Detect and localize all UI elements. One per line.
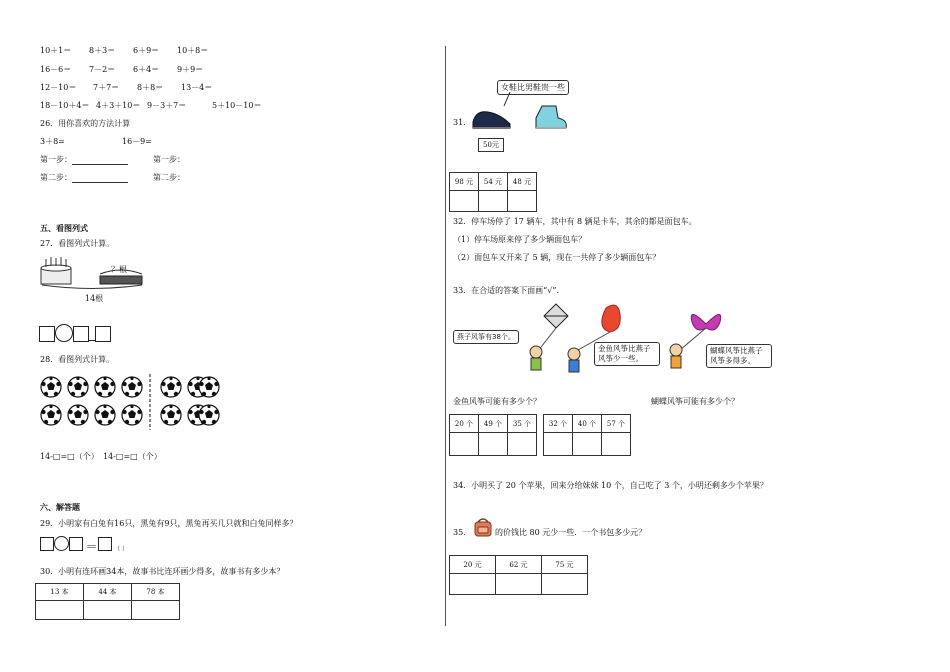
calc-item: 10＋8＝ (177, 46, 209, 55)
q35-text: 的价钱比 80 元少一些．一个书包多少元？ (495, 528, 647, 537)
q33-options-table-2 (543, 414, 631, 456)
step-label: 第二步： (40, 173, 72, 182)
option-cell: 98 元 (450, 173, 479, 191)
check-cell[interactable] (479, 433, 508, 456)
column-divider (445, 46, 446, 626)
q31-bubble: 女鞋比男鞋贵一些 (497, 80, 569, 95)
q26-step2-right: 第二步： (153, 173, 185, 182)
kites-picture (520, 300, 740, 382)
q35-options-table (449, 555, 588, 595)
q32-sub1: （1）停车场原来停了多少辆面包车？ (453, 235, 587, 244)
q27-answer-boxes[interactable] (39, 324, 111, 344)
answer-blank[interactable] (72, 174, 128, 183)
check-cell[interactable] (450, 574, 496, 595)
q29-answer-boxes[interactable] (40, 536, 128, 555)
q27-title: 27．看图列式计算。 (40, 239, 115, 248)
option-cell: 20 元 (450, 556, 496, 574)
calc-item: 13－4＝ (181, 83, 213, 92)
soccer-balls (40, 374, 220, 430)
q33-title: 33．在合适的答案下面画“√”． (453, 286, 565, 295)
option-cell: 35 个 (508, 415, 537, 433)
step-label: 第一步： (40, 155, 72, 164)
answer-box[interactable] (98, 537, 112, 551)
option-cell: 62 元 (496, 556, 542, 574)
calc-item: 12－10＝ (40, 83, 77, 92)
q29-title: 29．小明家有白兔有16只，黑兔有9只，黑兔再买几只就和白兔同样多？ (40, 519, 298, 528)
option-cell: 78 本 (132, 584, 180, 601)
answer-box[interactable] (95, 326, 111, 342)
q28-expr-2: 14-□=□（个） (103, 452, 162, 461)
check-cell[interactable] (508, 433, 537, 456)
q34-title: 34．小明买了 20 个苹果，回来分给妹妹 10 个，自己吃了 3 个，小明还剩多少个苹果？ (453, 481, 768, 490)
q33-bubble-3: 蝴蝶风筝比燕子风筝多得多。 (706, 344, 772, 368)
check-cell[interactable] (132, 601, 180, 620)
soccer-ball-icons (40, 374, 220, 430)
calc-item: 8＋3＝ (89, 46, 116, 55)
option-cell: 49 个 (479, 415, 508, 433)
q26-step2-left (40, 173, 128, 183)
calc-item: 7－2＝ (89, 65, 116, 74)
check-cell[interactable] (479, 191, 508, 212)
answer-box[interactable] (73, 326, 89, 342)
check-cell[interactable] (450, 433, 479, 456)
q26-expr-1: 3＋8= (40, 137, 65, 146)
q32-sub2: （2）面包车又开来了 5 辆，现在一共停了多少辆面包车？ (453, 253, 661, 262)
q30-options-table (35, 583, 180, 620)
check-cell[interactable] (450, 191, 479, 212)
calc-item: 6＋9＝ (133, 46, 160, 55)
q33-ask-2: 蝴蝶风筝可能有多少个？ (651, 397, 739, 406)
calc-item: 9＋9＝ (177, 65, 204, 74)
option-cell: 48 元 (508, 173, 537, 191)
q33-options-table-1 (449, 414, 537, 456)
q33-bubble-1: 燕子风筝有38个。 (453, 330, 519, 344)
calc-item: 7＋7＝ (93, 83, 120, 92)
q27-question-mark: ？根 (111, 265, 127, 274)
answer-blank[interactable] (72, 156, 128, 165)
q26-expr-2: 16－9= (122, 137, 152, 146)
calc-item: 16－6＝ (40, 65, 72, 74)
option-cell: 54 元 (479, 173, 508, 191)
check-cell[interactable] (573, 433, 602, 456)
check-cell[interactable] (542, 574, 588, 595)
option-cell: 57 个 (602, 415, 631, 433)
q28-expr-1: 14-□=□（个） (40, 452, 99, 461)
q26-step1-left (40, 155, 128, 165)
calc-item: 18－10＋4＝ (40, 101, 90, 110)
backpack-icon (472, 516, 494, 538)
q29-paren: （ ） (114, 546, 129, 553)
option-cell: 20 个 (450, 415, 479, 433)
option-cell: 75 元 (542, 556, 588, 574)
calc-item: 9－3＋7＝ (147, 101, 187, 110)
option-cell: 44 本 (84, 584, 132, 601)
answer-box[interactable] (40, 537, 54, 551)
q33-bubble-2: 金鱼风筝比燕子风筝少一些。 (594, 342, 660, 366)
q27-total: 14根 (85, 294, 104, 303)
q35-number: 35． (453, 528, 472, 537)
shoes-picture (470, 92, 580, 140)
check-cell[interactable] (602, 433, 631, 456)
calc-item: 4＋3＋10＝ (96, 101, 141, 110)
calc-item: 5＋10－10＝ (212, 101, 262, 110)
check-cell[interactable] (544, 433, 573, 456)
q31-number: 31. (453, 118, 466, 127)
check-cell[interactable] (36, 601, 84, 620)
section5-title: 五、看图列式 (40, 224, 88, 233)
q28-title: 28．看图列式计算。 (40, 355, 115, 364)
check-cell[interactable] (84, 601, 132, 620)
option-cell: 40 个 (573, 415, 602, 433)
q26-title: 26．用你喜欢的方法计算 (40, 119, 131, 128)
equals-sign: ＝ (85, 540, 98, 554)
operator-circle[interactable] (54, 536, 69, 551)
answer-box[interactable] (39, 326, 55, 342)
calc-item: 10＋1＝ (40, 46, 72, 55)
section6-title: 六、解答题 (40, 503, 80, 512)
q30-title: 30．小明有连环画34本，故事书比连环画少得多，故事书有多少本？ (40, 567, 285, 576)
q32-title: 32．停车场停了 17 辆车，其中有 8 辆是卡车，其余的都是面包车。 (453, 217, 697, 226)
operator-circle[interactable] (55, 324, 73, 342)
q26-step1-right: 第一步： (153, 155, 185, 164)
calc-item: 8＋8＝ (137, 83, 164, 92)
q31-options-table (449, 172, 537, 212)
calc-item: 6＋4＝ (133, 65, 160, 74)
answer-box[interactable] (69, 537, 83, 551)
q31-price-tag: 50元 (478, 138, 504, 152)
option-cell: 13 本 (36, 584, 84, 601)
check-cell[interactable] (508, 191, 537, 212)
q33-ask-1: 金鱼风筝可能有多少个？ (453, 397, 541, 406)
option-cell: 32 个 (544, 415, 573, 433)
check-cell[interactable] (496, 574, 542, 595)
